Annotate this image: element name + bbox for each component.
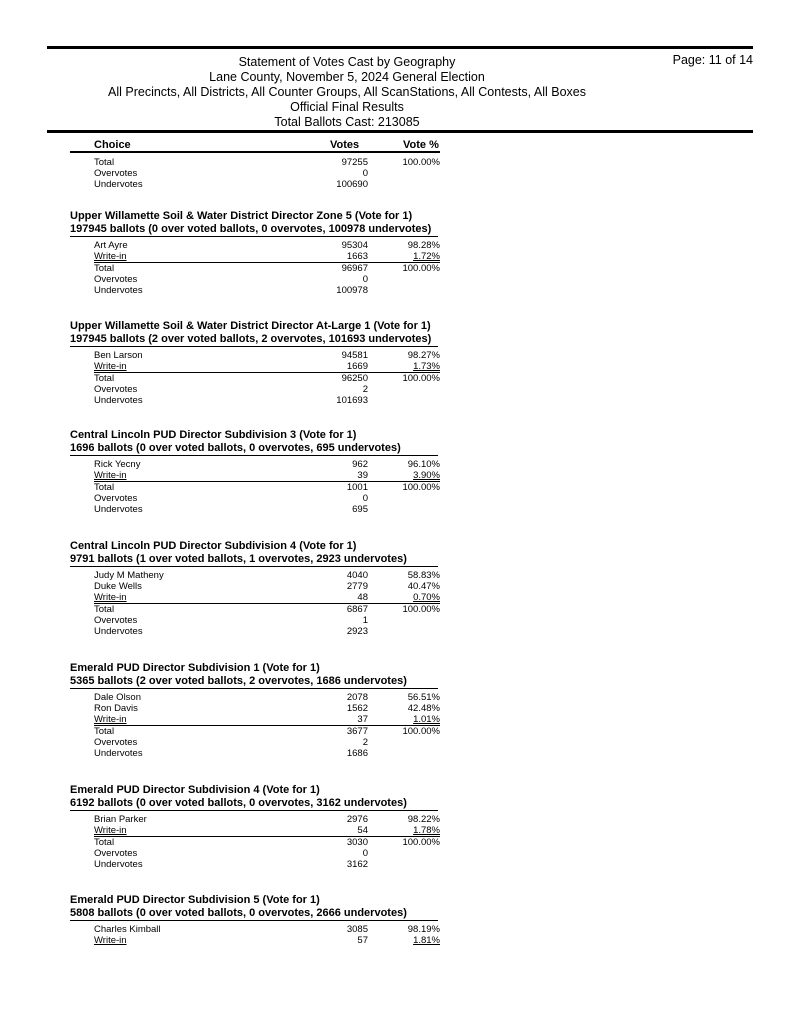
contest-summary: 9791 ballots (1 over voted ballots, 1 overvotes, 2923 undervotes) (70, 553, 438, 567)
candidate-name: Duke Wells (94, 581, 142, 592)
overvotes-row (94, 384, 440, 395)
contest-summary: 197945 ballots (0 over voted ballots, 0 overvotes, 100978 undervotes) (70, 223, 438, 237)
undervotes-label: Undervotes (94, 395, 143, 406)
contest-title: Emerald PUD Director Subdivision 5 (Vote for 1) (70, 894, 320, 906)
report-election: Lane County, November 5, 2024 General Election (209, 70, 485, 84)
total-row (94, 726, 440, 737)
candidate-pct: 0.70% (413, 592, 440, 603)
candidate-name: Charles Kimball (94, 924, 161, 935)
candidate-name: Judy M Matheny (94, 570, 164, 581)
candidate-pct: 1.78% (413, 825, 440, 836)
overvotes-label: Overvotes (94, 615, 138, 626)
report-total-ballots: Total Ballots Cast: 213085 (274, 115, 420, 129)
candidate-votes: 2078 (346, 692, 368, 703)
candidate-pct: 40.47% (407, 581, 440, 592)
overvotes-label: Overvotes (94, 493, 138, 504)
total-label: Total (94, 373, 115, 384)
total-label: Total (94, 726, 115, 737)
undervotes-votes: 2923 (346, 626, 368, 637)
candidate-name: Write-in (94, 935, 127, 946)
candidate-name: Write-in (94, 361, 127, 372)
candidate-row (94, 251, 440, 262)
candidate-row (94, 814, 440, 825)
candidate-row (94, 935, 440, 946)
contest-summary: 6192 ballots (0 over voted ballots, 0 overvotes, 3162 undervotes) (70, 797, 438, 811)
undervotes-row (94, 504, 440, 515)
undervotes-votes: 1686 (346, 748, 368, 759)
overvotes-votes: 2 (362, 384, 368, 395)
contest-title: Emerald PUD Director Subdivision 1 (Vote for 1) (70, 662, 320, 674)
total-row (94, 837, 440, 848)
total-votes: 96967 (341, 263, 368, 274)
total-pct: 100.00% (402, 837, 440, 848)
total-pct: 100.00% (402, 482, 440, 493)
candidate-name: Dale Olson (94, 692, 141, 703)
candidate-name: Ron Davis (94, 703, 138, 714)
undervotes-label: Undervotes (94, 859, 143, 870)
candidate-row (94, 459, 440, 470)
candidate-pct: 3.90% (413, 470, 440, 481)
column-choice: Choice (94, 139, 131, 151)
undervotes-votes: 3162 (346, 859, 368, 870)
overvotes-votes: 2 (362, 737, 368, 748)
candidate-votes: 1562 (346, 703, 368, 714)
overvotes-row (94, 274, 440, 285)
candidate-votes: 37 (357, 714, 368, 725)
total-label: Total (94, 604, 115, 615)
total-votes: 1001 (346, 482, 368, 493)
prev-undervotes-label: Undervotes (94, 179, 143, 190)
prev-overvotes-row (94, 168, 440, 179)
candidate-row (94, 714, 440, 725)
total-row (94, 373, 440, 384)
candidate-row (94, 692, 440, 703)
candidate-pct: 98.28% (407, 240, 440, 251)
candidate-row (94, 924, 440, 935)
overvotes-row (94, 493, 440, 504)
candidate-votes: 962 (352, 459, 368, 470)
total-row (94, 263, 440, 274)
candidate-votes: 48 (357, 592, 368, 603)
candidate-name: Brian Parker (94, 814, 147, 825)
total-pct: 100.00% (402, 263, 440, 274)
candidate-pct: 56.51% (407, 692, 440, 703)
candidate-pct: 58.83% (407, 570, 440, 581)
contest-title: Upper Willamette Soil & Water District Director At-Large 1 (Vote for 1) (70, 320, 431, 332)
candidate-pct: 1.73% (413, 361, 440, 372)
candidate-name: Write-in (94, 251, 127, 262)
total-pct: 100.00% (402, 604, 440, 615)
undervotes-votes: 695 (352, 504, 368, 515)
prev-overvotes-label: Overvotes (94, 168, 138, 179)
candidate-votes: 54 (357, 825, 368, 836)
undervotes-votes: 101693 (336, 395, 368, 406)
report-title: Statement of Votes Cast by Geography (238, 55, 456, 69)
candidate-votes: 94581 (341, 350, 368, 361)
undervotes-row (94, 859, 440, 870)
candidate-row (94, 361, 440, 372)
candidate-votes: 1663 (346, 251, 368, 262)
overvotes-label: Overvotes (94, 384, 138, 395)
total-row (94, 604, 440, 615)
prev-undervotes-row (94, 179, 440, 190)
candidate-pct: 1.72% (413, 251, 440, 262)
undervotes-row (94, 748, 440, 759)
overvotes-label: Overvotes (94, 737, 138, 748)
undervotes-row (94, 285, 440, 296)
candidate-name: Ben Larson (94, 350, 143, 361)
undervotes-label: Undervotes (94, 504, 143, 515)
candidate-pct: 96.10% (407, 459, 440, 470)
undervotes-label: Undervotes (94, 748, 143, 759)
undervotes-label: Undervotes (94, 285, 143, 296)
candidate-pct: 1.01% (413, 714, 440, 725)
report-scope: All Precincts, All Districts, All Counter Groups, All ScanStations, All Contests, All Boxes (108, 85, 586, 99)
undervotes-row (94, 395, 440, 406)
overvotes-votes: 0 (362, 493, 368, 504)
undervotes-row (94, 626, 440, 637)
total-label: Total (94, 263, 115, 274)
contest-summary: 5365 ballots (2 over voted ballots, 2 overvotes, 1686 undervotes) (70, 675, 438, 689)
overvotes-label: Overvotes (94, 274, 138, 285)
page-number: Page: 11 of 14 (672, 53, 753, 67)
candidate-row (94, 592, 440, 603)
overvotes-votes: 1 (362, 615, 368, 626)
candidate-name: Write-in (94, 714, 127, 725)
total-row (94, 482, 440, 493)
candidate-row (94, 240, 440, 251)
total-votes: 96250 (341, 373, 368, 384)
total-votes: 3677 (346, 726, 368, 737)
contest-summary: 5808 ballots (0 over voted ballots, 0 overvotes, 2666 undervotes) (70, 907, 438, 921)
total-pct: 100.00% (402, 726, 440, 737)
total-label: Total (94, 482, 115, 493)
candidate-row (94, 570, 440, 581)
contest-title: Upper Willamette Soil & Water District Director Zone 5 (Vote for 1) (70, 210, 413, 222)
total-pct: 100.00% (402, 373, 440, 384)
candidate-pct: 98.22% (407, 814, 440, 825)
prev-total-label: Total (94, 157, 115, 168)
candidate-pct: 98.19% (407, 924, 440, 935)
total-label: Total (94, 837, 115, 848)
total-votes: 6867 (346, 604, 368, 615)
overvotes-row (94, 615, 440, 626)
candidate-row (94, 825, 440, 836)
column-votes: Votes (330, 139, 360, 151)
candidate-votes: 95304 (341, 240, 368, 251)
prev-undervotes-votes: 100690 (336, 179, 368, 190)
overvotes-votes: 0 (362, 274, 368, 285)
contest-summary: 197945 ballots (2 over voted ballots, 2 overvotes, 101693 undervotes) (70, 333, 438, 347)
prev-total-row (94, 157, 440, 168)
overvotes-votes: 0 (362, 848, 368, 859)
candidate-name: Write-in (94, 592, 127, 603)
candidate-votes: 4040 (346, 570, 368, 581)
candidate-row (94, 470, 440, 481)
prev-total-pct: 100.00% (402, 157, 440, 168)
candidate-name: Write-in (94, 470, 127, 481)
candidate-row (94, 581, 440, 592)
overvotes-label: Overvotes (94, 848, 138, 859)
candidate-votes: 3085 (346, 924, 368, 935)
overvotes-row (94, 737, 440, 748)
candidate-votes: 1669 (346, 361, 368, 372)
contest-summary: 1696 ballots (0 over voted ballots, 0 overvotes, 695 undervotes) (70, 442, 438, 456)
top-rule (47, 46, 753, 49)
candidate-votes: 39 (357, 470, 368, 481)
prev-total-votes: 97255 (341, 157, 368, 168)
undervotes-votes: 100978 (336, 285, 368, 296)
contest-title: Central Lincoln PUD Director Subdivision 4 (Vote for 1) (70, 540, 357, 552)
candidate-votes: 57 (357, 935, 368, 946)
contest-title: Central Lincoln PUD Director Subdivision 3 (Vote for 1) (70, 429, 357, 441)
header-rule (47, 130, 753, 133)
candidate-pct: 42.48% (407, 703, 440, 714)
overvotes-row (94, 848, 440, 859)
column-vote-pct: Vote % (403, 139, 439, 151)
total-votes: 3030 (346, 837, 368, 848)
candidate-name: Art Ayre (94, 240, 128, 251)
candidate-pct: 1.81% (413, 935, 440, 946)
candidate-pct: 98.27% (407, 350, 440, 361)
candidate-votes: 2976 (346, 814, 368, 825)
candidate-name: Rick Yecny (94, 459, 141, 470)
candidate-name: Write-in (94, 825, 127, 836)
report-status: Official Final Results (290, 100, 404, 114)
contest-title: Emerald PUD Director Subdivision 4 (Vote for 1) (70, 784, 320, 796)
candidate-row (94, 350, 440, 361)
candidate-row (94, 703, 440, 714)
prev-overvotes-votes: 0 (362, 168, 368, 179)
candidate-votes: 2779 (346, 581, 368, 592)
undervotes-label: Undervotes (94, 626, 143, 637)
column-rule (70, 151, 440, 153)
